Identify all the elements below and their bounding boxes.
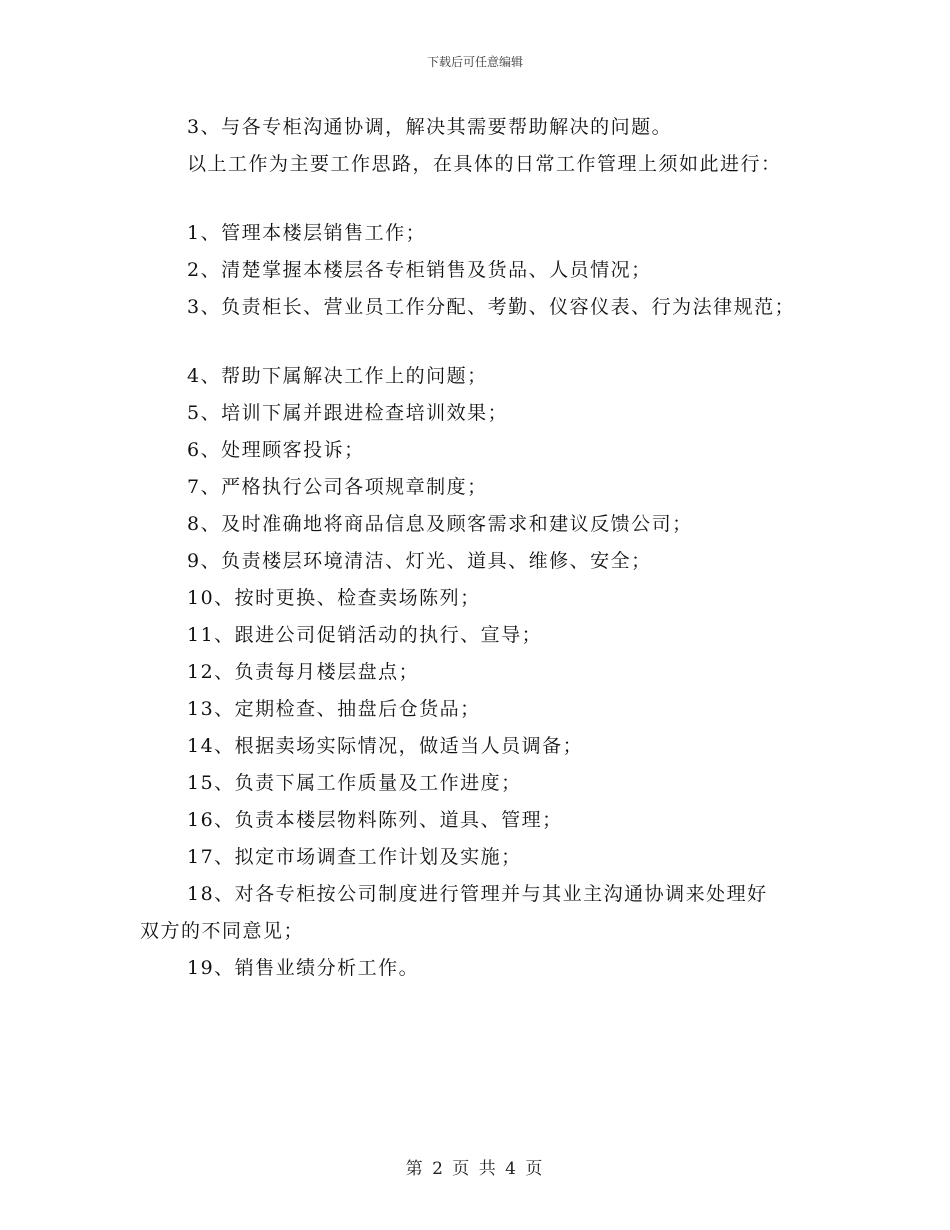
header-note: 下载后可任意编辑 <box>426 55 523 69</box>
list-item: 1、管理本楼层销售工作； <box>187 222 427 244</box>
list-item: 18、对各专柜按公司制度进行管理并与其业主沟通协调来处理好 <box>187 883 768 905</box>
list-item-continuation: 双方的不同意见； <box>140 920 305 942</box>
list-item: 10、按时更换、检查卖场陈列； <box>187 587 481 609</box>
list-item: 16、负责本楼层物料陈列、道具、管理； <box>187 809 563 831</box>
list-item: 3、负责柜长、营业员工作分配、考勤、仪容仪表、行为法律规范； <box>187 296 796 318</box>
list-item: 12、负责每月楼层盘点； <box>187 661 420 683</box>
list-item: 11、跟进公司促销活动的执行、宣导； <box>187 624 543 646</box>
list-item: 17、拟定市场调查工作计划及实施； <box>187 846 522 868</box>
list-item: 13、定期检查、抽盘后仓货品； <box>187 698 481 720</box>
list-item: 2、清楚掌握本楼层各专柜销售及货品、人员情况； <box>187 259 652 281</box>
list-item: 6、处理顾客投诉； <box>187 439 365 461</box>
list-item: 5、培训下属并跟进检查培训效果； <box>187 402 509 424</box>
page-footer: 第 2 页 共 4 页 <box>405 1159 545 1179</box>
paragraph-line: 3、与各专柜沟通协调，解决其需要帮助解决的问题。 <box>187 116 673 138</box>
list-item: 9、负责楼层环境清洁、灯光、道具、维修、安全； <box>187 550 652 572</box>
list-item: 14、根据卖场实际情况，做适当人员调备； <box>187 735 584 757</box>
paragraph-line: 以上工作为主要工作思路，在具体的日常工作管理上须如此进行： <box>187 153 782 175</box>
list-item: 4、帮助下属解决工作上的问题； <box>187 365 488 387</box>
list-item: 8、及时准确地将商品信息及顾客需求和建议反馈公司； <box>187 513 693 535</box>
list-item: 19、销售业绩分析工作。 <box>187 957 420 979</box>
list-item: 15、负责下属工作质量及工作进度； <box>187 772 522 794</box>
list-item: 7、严格执行公司各项规章制度； <box>187 476 488 498</box>
